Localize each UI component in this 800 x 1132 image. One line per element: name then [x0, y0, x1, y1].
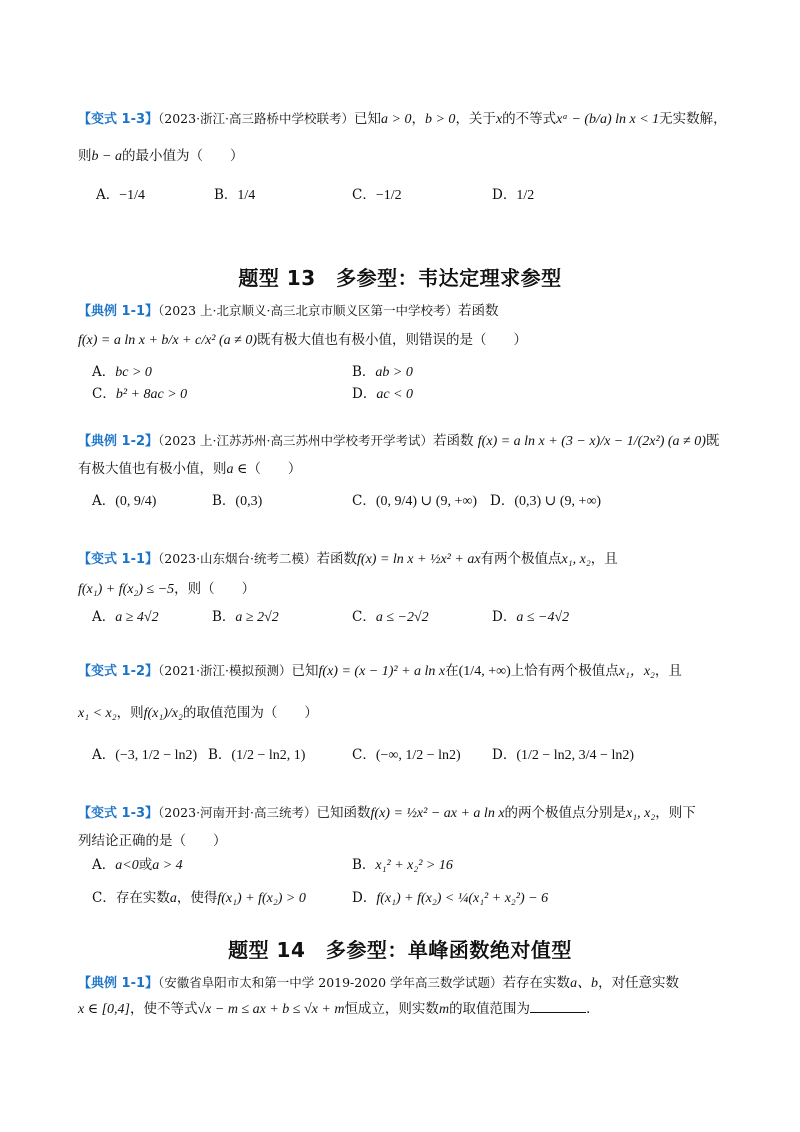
- option-c[interactable]: C．−1/2: [352, 187, 402, 203]
- option-c[interactable]: C．存在实数a，使得f(x₁) + f(x₂) > 0: [92, 890, 306, 906]
- question-tag: 【变式 1-3】: [78, 112, 159, 127]
- question-source: （2023·河南开封·高三统考）: [158, 805, 317, 820]
- question-source: （2023 上·北京顺义·高三北京市顺义区第一中学校考）: [158, 303, 458, 318]
- question-tag: 【典例 1-1】: [78, 304, 159, 319]
- question-7-line-2: x ∈ [0,4]，使不等式√x − m ≤ ax + b ≤ √x + m恒成立，则实数m的取值范围为 ．: [78, 998, 760, 1021]
- option-b[interactable]: B．(1/2 − ln2, 1): [208, 747, 306, 763]
- question-4-line-2: f(x₁) + f(x₂) ≤ −5，则（ ）: [78, 581, 256, 597]
- math-function: f(x) = a ln x + b/x + c/x² (a ≠ 0): [78, 333, 257, 348]
- question-6-line-2: 列结论正确的是（ ）: [78, 833, 227, 849]
- option-d[interactable]: D．a ≤ −4√2: [492, 609, 570, 625]
- question-source: （2021·浙江·模拟预测）: [158, 663, 292, 678]
- math-function: f(x) = a ln x + (3 − x)/x − 1/(2x²) (a ≠ 0): [477, 434, 706, 449]
- math-condition: b > 0: [424, 112, 456, 127]
- option-c[interactable]: C．a ≤ −2√2: [352, 609, 429, 625]
- option-a[interactable]: A．bc > 0: [92, 364, 152, 380]
- question-7-line-1: 【典例 1-1】（安徽省阜阳市太和第一中学 2019-2020 学年高三数学试题）若存在实数a、b，对任意实数: [78, 975, 680, 991]
- question-5-line-1: 【变式 1-2】（2021·浙江·模拟预测）已知f(x) = (x − 1)² + a ln x在(1/4, +∞)上恰有两个极值点x₁，x₂，且: [78, 663, 682, 679]
- question-1-line-2: 则b − a的最小值为（ ）: [78, 148, 244, 164]
- option-c[interactable]: C．b² + 8ac > 0: [92, 386, 188, 402]
- option-a[interactable]: A．(−3, 1/2 − ln2): [92, 747, 198, 763]
- section-title-13: 题型 13 多参型：韦达定理求参型: [238, 266, 562, 290]
- option-a[interactable]: A．a<0或a > 4: [92, 857, 183, 873]
- option-b[interactable]: B．ab > 0: [352, 364, 413, 380]
- question-source: （2023·浙江·高三路桥中学校联考）: [158, 111, 355, 126]
- question-3-line-2: 有极大值也有极小值，则a ∈（ ）: [78, 461, 302, 477]
- option-d[interactable]: D．1/2: [492, 187, 535, 203]
- question-1-line-1: 【变式 1-3】（2023·浙江·高三路桥中学校联考）已知a > 0，b > 0，关于x的不等式xᵃ − (b/a) ln x < 1无实数解，: [78, 111, 727, 127]
- question-source: （2023 上·江苏苏州·高三苏州中学校考开学考试）: [158, 433, 433, 448]
- option-c[interactable]: C．(0, 9/4) ∪ (9, +∞): [352, 493, 477, 509]
- option-a[interactable]: A．(0, 9/4): [92, 493, 157, 509]
- question-2-line-1: 【典例 1-1】（2023 上·北京顺义·高三北京市顺义区第一中学校考）若函数: [78, 303, 499, 319]
- option-a[interactable]: A．a ≥ 4√2: [92, 609, 159, 625]
- option-a[interactable]: A．−1/4: [96, 187, 146, 203]
- math-inequality: √x − m ≤ ax + b ≤ √x + m: [197, 1002, 345, 1017]
- question-tag: 【典例 1-1】: [78, 976, 159, 991]
- option-d[interactable]: D．(0,3) ∪ (9, +∞): [490, 493, 602, 509]
- option-d[interactable]: D．ac < 0: [352, 386, 413, 402]
- question-tag: 【变式 1-3】: [78, 806, 159, 821]
- option-d[interactable]: D．(1/2 − ln2, 3/4 − ln2): [492, 747, 635, 763]
- question-2-line-2: f(x) = a ln x + b/x + c/x² (a ≠ 0)既有极大值也有极小值，则错误的是（ ）: [78, 332, 527, 348]
- question-source: （2023·山东烟台·统考二模）: [158, 551, 317, 566]
- math-inequality: xᵃ − (b/a) ln x < 1: [556, 112, 660, 127]
- question-6-line-1: 【变式 1-3】（2023·河南开封·高三统考）已知函数f(x) = ½x² − ax + a ln x的两个极值点分别是x₁, x₂，则下: [78, 805, 696, 821]
- option-b[interactable]: B．x₁² + x₂² > 16: [352, 857, 453, 873]
- question-4-line-1: 【变式 1-1】（2023·山东烟台·统考二模）若函数f(x) = ln x + ½x² + ax有两个极值点x₁, x₂，且: [78, 551, 618, 567]
- question-tag: 【典例 1-2】: [78, 434, 159, 449]
- math-function: f(x) = (x − 1)² + a ln x: [318, 664, 446, 679]
- question-5-line-2: x₁ < x₂，则f(x₁)/x₂的取值范围为（ ）: [78, 705, 318, 721]
- math-condition: a > 0: [381, 112, 412, 127]
- answer-blank[interactable]: [530, 998, 586, 1013]
- math-function: f(x) = ½x² − ax + a ln x: [370, 806, 505, 821]
- option-b[interactable]: B．a ≥ 2√2: [212, 609, 279, 625]
- option-b[interactable]: B．1/4: [214, 187, 256, 203]
- math-function: f(x) = ln x + ½x² + ax: [357, 552, 481, 567]
- question-tag: 【变式 1-2】: [78, 664, 159, 679]
- question-source: （安徽省阜阳市太和第一中学 2019-2020 学年高三数学试题）: [158, 975, 503, 990]
- option-c[interactable]: C．(−∞, 1/2 − ln2): [352, 747, 461, 763]
- question-tag: 【变式 1-1】: [78, 552, 159, 567]
- question-3-line-1: 【典例 1-2】（2023 上·江苏苏州·高三苏州中学校考开学考试）若函数 f(x) = a ln x + (3 − x)/x − 1/(2x²) (a ≠ 0)既: [78, 433, 720, 449]
- option-d[interactable]: D．f(x₁) + f(x₂) < ¼(x₁² + x₂²) − 6: [352, 890, 549, 906]
- section-title-14: 题型 14 多参型：单峰函数绝对值型: [228, 938, 572, 962]
- option-b[interactable]: B．(0,3): [212, 493, 263, 509]
